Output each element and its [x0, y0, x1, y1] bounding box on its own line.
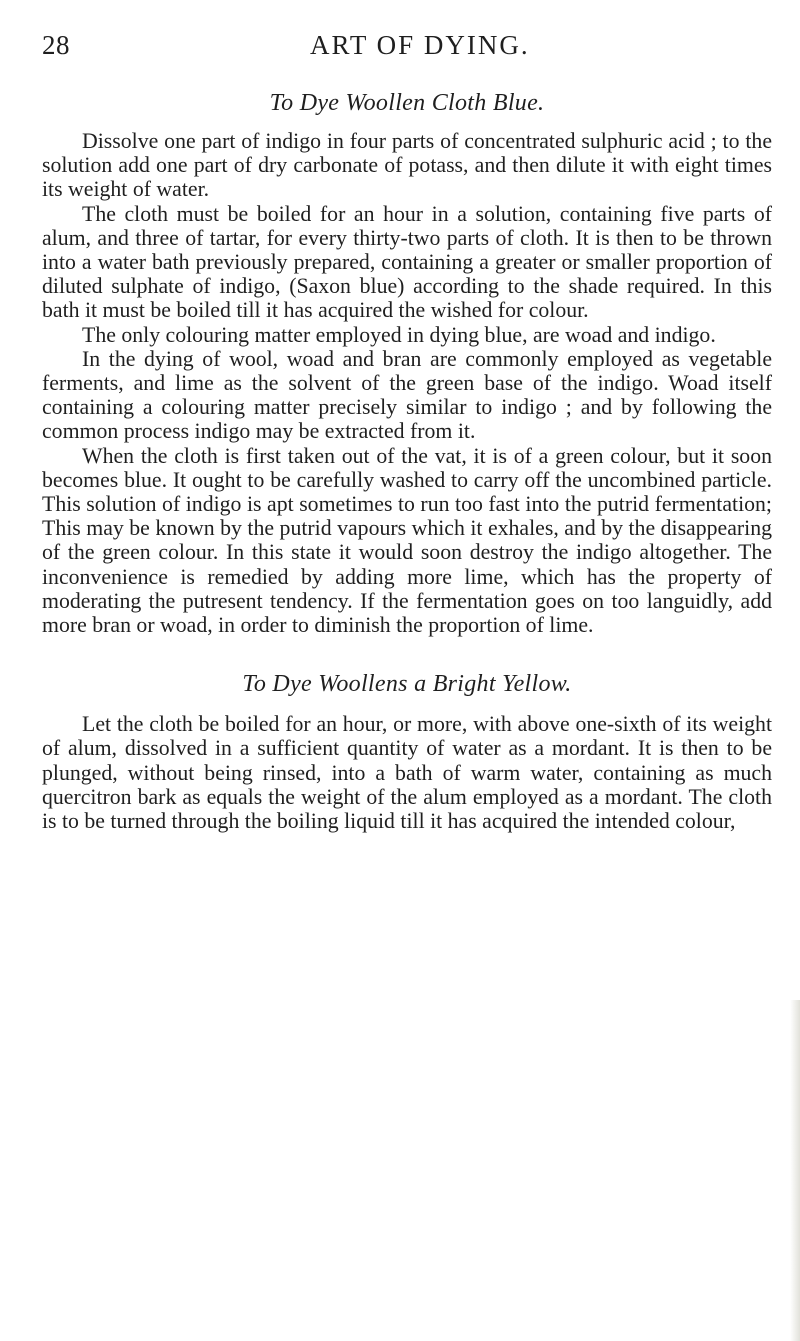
- paragraph: Dissolve one part of indigo in four parts of concentrated sulphuric acid ; to the solution add one part of dry carbonate of potass, and then dilute it with eight times its weight of water.: [42, 129, 772, 202]
- paragraph: Let the cloth be boiled for an hour, or more, with above one-sixth of its weight of alum, dissolved in a sufficient quantity of water as a mordant. It is then to be plunged, without being rinsed, into a bath of warm water, containing as much quercitron bark as equals the weight of the alum employed as a mordant. The cloth is to be turned through the boiling liquid till it has acquired the intended colour,: [42, 712, 772, 834]
- page-edge-shadow: [790, 1000, 800, 1341]
- paragraph: The only colouring matter employed in dying blue, are woad and indigo.: [82, 322, 716, 347]
- paragraph: In the dying of wool, woad and bran are commonly employed as vegetable ferments, and lime as the solvent of the green base of the indigo. Woad itself containing a colouring matter precisely similar to indigo ; and by following the common process indigo may be extracted from it.: [42, 346, 772, 444]
- section-blue: [42, 90, 772, 637]
- paragraph: When the cloth is first taken out of the vat, it is of a green colour, but it soon becomes blue. It ought to be carefully washed to carry off the uncombined particle. This solution of indigo is apt sometimes to run too fast into the putrid fermentation; This may be known by the putrid vapours which it exhales, and by the disappearing of the green colour. In this state it would soon destroy the indigo altogether. The inconvenience is remedied by adding more lime, which has the property of moderating the putresent tendency. If the fermentation goes on too languidly, add more bran or woad, in order to diminish the proportion of lime.: [42, 443, 772, 638]
- running-head: [42, 30, 772, 72]
- section-heading: To Dye Woollen Cloth Blue.: [269, 90, 545, 116]
- section-yellow: [42, 671, 772, 833]
- paragraph: The cloth must be boiled for an hour in a solution, containing five parts of alum, and three of tartar, for every thirty-two parts of cloth. It is then to be thrown into a water bath previously prepared, containing a greater or smaller proportion of diluted sulphate of indigo, (Saxon blue) according to the shade required. In this bath it must be boiled till it has acquired the wished for colour.: [42, 201, 772, 323]
- page-number: 28: [42, 30, 70, 60]
- book-page: [42, 30, 772, 833]
- running-title: ART OF DYING.: [310, 30, 530, 60]
- section-heading: To Dye Woollens a Bright Yellow.: [242, 671, 572, 698]
